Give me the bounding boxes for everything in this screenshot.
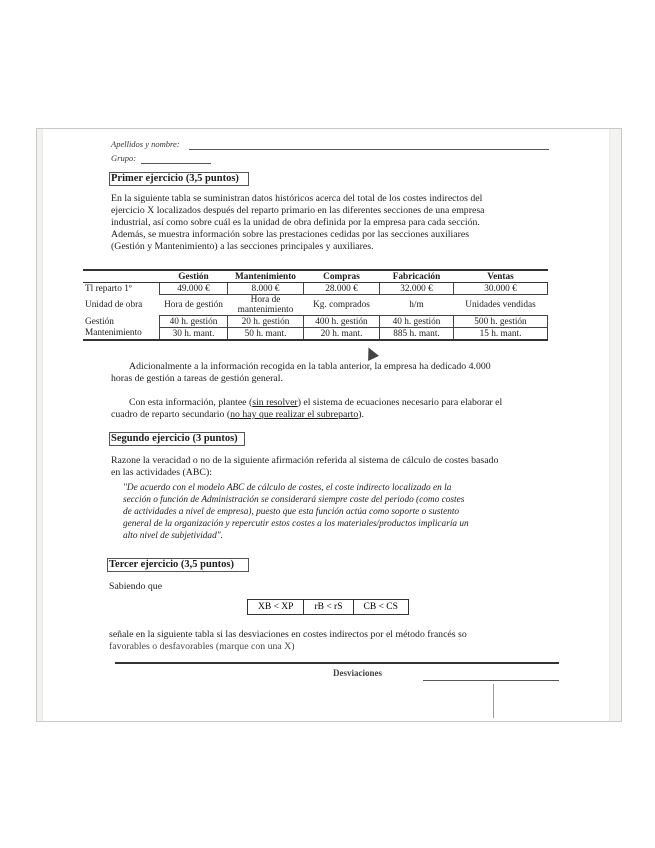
table-cell: 400 h. gestión (304, 316, 380, 328)
row-label: Mantenimiento (83, 328, 160, 341)
table-cell: 30 h. mant. (160, 328, 228, 341)
table-cell: Hora de mantenimiento (237, 295, 294, 315)
table-header-row (83, 270, 548, 283)
deviations-header: Desviaciones (333, 668, 382, 678)
table-cell: 32.000 € (380, 283, 454, 295)
section3-lead: Sabiendo que (109, 581, 163, 592)
table-top-rule (115, 662, 559, 664)
section1-para3-line: Con esta información, plantee (sin resolver) el sistema de ecuaciones necesario para elaborar el (129, 397, 503, 408)
table-cell: 8.000 € (228, 283, 304, 295)
section1-intro-line: En la siguiente tabla se suministran datos históricos acerca del total de los costes indirectos del (111, 193, 483, 204)
inequality-item: CB < CS (363, 602, 398, 612)
column-header: Compras (304, 270, 380, 283)
row-label: Unidad de obra (85, 300, 143, 310)
column-header: Fabricación (380, 270, 454, 283)
table-corner (83, 270, 160, 283)
column-header: Ventas (454, 270, 548, 283)
document-photo (36, 128, 622, 722)
row-label: Tl reparto 1º (85, 283, 132, 294)
table-cell: h/m (409, 300, 424, 310)
section3-title: Tercer ejercicio (3,5 puntos) (109, 559, 235, 570)
table-cell: 20 h. mant. (304, 328, 380, 341)
section1-intro-line: industrial, así como sobre cuál es la unidad de obra definida por la empresa para cada sección. (111, 217, 480, 228)
section2-title-box (109, 432, 245, 446)
table-cell: 500 h. gestión (454, 316, 548, 328)
section1-para3-line: cuadro de reparto secundario (no hay que realizar el subreparto). (111, 409, 364, 420)
row-label: Gestión (85, 316, 114, 327)
table-row (83, 316, 548, 328)
exam-page (43, 129, 609, 721)
inequality-box (247, 599, 409, 615)
inequality-item: rB < rS (304, 600, 353, 614)
section1-intro-line: Además, se muestra información sobre las prestaciones cedidas por las secciones auxiliares (111, 229, 470, 240)
inequality-item: XB < XP (248, 600, 304, 614)
section1-title: Primer ejercicio (3,5 puntos) (111, 173, 239, 184)
section1-para2-line: horas de gestión a tareas de gestión general. (111, 373, 283, 384)
table-row (83, 328, 548, 341)
group-label: Grupo: (111, 153, 137, 163)
column-header: Mantenimiento (228, 270, 304, 283)
cost-table (83, 269, 548, 341)
section2-title: Segundo ejercicio (3 puntos) (111, 433, 238, 444)
quote-line: de actividades a nivel de empresa), puesto que esta función actúa como soporte o sustento (123, 507, 460, 517)
quote-line: sección o función de Administración se considerará siempre coste del periodo (como costes (123, 495, 465, 505)
table-row (83, 295, 548, 316)
table-cell: 885 h. mant. (380, 328, 454, 341)
table-cell: Kg. comprados (313, 300, 370, 310)
table-cell: Unidades vendidas (465, 300, 536, 310)
section2-intro-line: en las actividades (ABC): (111, 467, 212, 478)
section3-title-box (107, 558, 249, 572)
quote-line: "De acuerdo con el modelo ABC de cálculo de costes, el coste indirecto localizado en la (123, 483, 452, 493)
table-sub-rule (423, 680, 559, 681)
table-cell: 50 h. mant. (228, 328, 304, 341)
table-cell: Hora de gestión (164, 300, 223, 310)
table-cell: 40 h. gestión (380, 316, 454, 328)
name-label: Apellidos y nombre: (111, 139, 180, 149)
section1-title-box (109, 172, 249, 186)
table-cell: 20 h. gestión (228, 316, 304, 328)
table-cell: 30.000 € (454, 283, 548, 295)
section3-line: señale en la siguiente tabla si las desviaciones en costes indirectos por el método francés so (109, 629, 467, 640)
section2-intro-line: Razone la veracidad o no de la siguiente afirmación referida al sistema de cálculo de costes basado (111, 455, 499, 466)
section1-para2-line: Adicionalmente a la información recogida en la tabla anterior, la empresa ha dedicado 4.000 (129, 361, 491, 372)
group-line (141, 163, 211, 164)
table-cell: 40 h. gestión (160, 316, 228, 328)
name-line (189, 149, 549, 150)
section3-line: favorables o desfavorables (marque con una X) (109, 641, 295, 652)
mouse-cursor-icon (363, 345, 379, 361)
section1-intro-line: ejercicio X localizados después del reparto primario en las diferentes secciones de una empresa (111, 205, 485, 216)
section1-intro-line: (Gestión y Mantenimiento) a las secciones principales y auxiliares. (111, 241, 374, 252)
table-cell: 49.000 € (160, 283, 228, 295)
table-cell: 28.000 € (304, 283, 380, 295)
column-header: Gestión (160, 270, 228, 283)
table-cell: 15 h. mant. (454, 328, 548, 341)
table-column-divider (493, 684, 494, 718)
quote-line: alto nivel de subjetividad". (123, 531, 223, 541)
quote-line: general de la organización y repercutir estos costes a los materiales/productos implicaría un (123, 519, 469, 529)
table-row (83, 283, 548, 295)
